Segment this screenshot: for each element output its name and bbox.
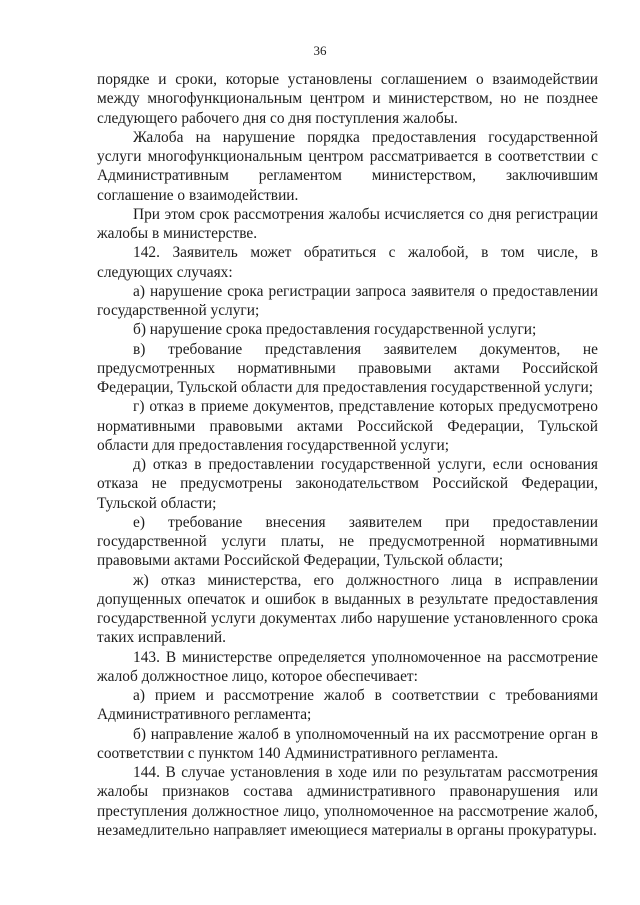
clause-142-item-g: г) отказ в приеме документов, представление которых предусмотрено нормативными правовыми актами Российской Федерации, Тульской области для предоставления государственной услуги; (97, 398, 598, 454)
paragraph-continuation: порядке и сроки, которые установлены соглашением о взаимодействии между многофункциональным центром и министерством, но не позднее следующего рабочего дня со дня поступления жалобы. (97, 71, 598, 127)
paragraph-review-term: При этом срок рассмотрения жалобы исчисляется со дня регистрации жалобы в министерстве. (97, 205, 598, 242)
page-number: 36 (313, 43, 327, 58)
clause-144: 144. В случае установления в ходе или по результатам рассмотрения жалобы признаков состава административного правонарушения или преступления должностное лицо, уполномоченное на рассмотрение жалоб, незамедлительно направляет имеющиеся материалы в органы прокуратуры. (97, 764, 598, 839)
clause-142-item-v: в) требование представления заявителем документов, не предусмотренных нормативными правовыми актами Российской Федерации, Тульской области для предоставления государственной услуги; (97, 340, 598, 396)
clause-143-item-a: а) прием и рассмотрение жалоб в соответствии с требованиями Административного регламента; (97, 687, 598, 724)
clause-142: 142. Заявитель может обратиться с жалобой, в том числе, в следующих случаях: (97, 244, 598, 281)
clause-142-item-a: а) нарушение срока регистрации запроса заявителя о предоставлении государственной услуги; (97, 282, 598, 319)
clause-143-item-b: б) направление жалоб в уполномоченный на их рассмотрение орган в соответствии с пунктом 140 Административного регламента. (97, 725, 598, 762)
clause-142-item-e: е) требование внесения заявителем при предоставлении государственной услуги платы, не предусмотренной нормативными правовыми актами Российской Федерации, Тульской области; (97, 513, 598, 570)
clause-143: 143. В министерстве определяется уполномоченное на рассмотрение жалоб должностное лицо, которое обеспечивает: (97, 648, 598, 685)
clause-142-item-d: д) отказ в предоставлении государственной услуги, если основания отказа не предусмотрены законодательством Российской Федерации, Тульской области; (97, 456, 598, 512)
clause-142-item-zh: ж) отказ министерства, его должностного лица в исправлении допущенных опечаток и ошибок в выданных в результате предоставления государственной услуги документах либо нарушение установленного срока таких исправлений. (97, 571, 598, 647)
document-body (97, 70, 598, 840)
paragraph-complaint-mfc: Жалоба на нарушение порядка предоставления государственной услуги многофункциональным центром рассматривается в соответствии с Административным регламентом министерством, заключившим соглашение о взаимодействии. (97, 128, 598, 204)
clause-142-item-b: б) нарушение срока предоставления государственной услуги; (133, 321, 537, 339)
